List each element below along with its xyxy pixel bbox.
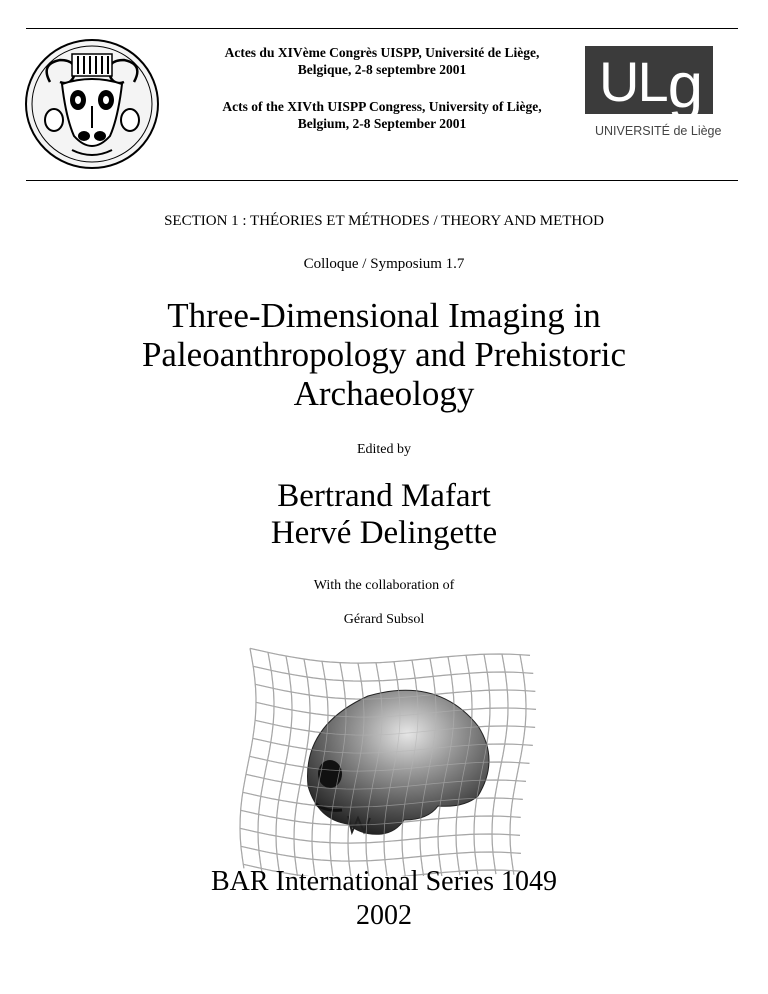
ulg-logo: [585, 46, 731, 146]
series-name: BAR International Series 1049: [210, 866, 558, 897]
header-english-line-1: Acts of the XIVth UISPP Congress, University of Liège,: [222, 99, 542, 114]
collaborator-name: Gérard Subsol: [343, 612, 425, 627]
header-french-line-2: Belgique, 2-8 septembre 2001: [297, 62, 467, 77]
ulg-logo-letter-g: g: [667, 49, 702, 121]
section-title: SECTION 1 : THÉORIES ET MÉTHODES / THEORY AND METHOD: [164, 213, 604, 229]
grid-line: [492, 654, 508, 874]
book-title-line-1: Three-Dimensional Imaging in: [167, 296, 601, 335]
grid-line: [240, 648, 256, 868]
book-title-line-2: Paleoanthropology and Prehistoric: [141, 335, 627, 374]
ulg-logo-box: [585, 46, 713, 121]
ulg-logo-subtitle: UNIVERSITÉ de Liège: [595, 124, 722, 138]
publication-year: 2002: [356, 900, 412, 931]
header-french: [182, 44, 582, 78]
grid-line: [241, 846, 521, 861]
seal-emblem-icon: [22, 36, 162, 172]
ulg-logo-letters: [599, 48, 702, 121]
grid-line: [253, 666, 533, 681]
symposium-label: Colloque / Symposium 1.7: [303, 256, 465, 272]
collaboration-label: With the collaboration of: [313, 578, 455, 593]
edited-by-label: Edited by: [356, 442, 412, 457]
grid-line: [492, 654, 508, 874]
grid-line: [250, 648, 530, 663]
grid-line: [510, 655, 526, 875]
grid-line: [241, 846, 521, 861]
header-english: [182, 98, 582, 132]
ulg-logo-letters-main: UL: [599, 50, 667, 113]
editor-name: Hervé Delingette: [270, 515, 498, 551]
skull-on-grid-illustration: [238, 636, 538, 876]
editor-name: Bertrand Mafart: [277, 478, 491, 514]
grid-line: [253, 666, 533, 681]
grid-line: [510, 655, 526, 875]
header-english-line-2: Belgium, 2-8 September 2001: [297, 116, 467, 131]
header-french-line-1: Actes du XIVème Congrès UISPP, Université de Liège,: [224, 45, 540, 60]
top-rule: [26, 28, 738, 29]
header-rule: [26, 180, 738, 181]
book-title: [0, 296, 768, 413]
grid-line: [240, 648, 256, 868]
grid-line: [250, 648, 530, 663]
book-title-line-3: Archaeology: [293, 374, 475, 413]
